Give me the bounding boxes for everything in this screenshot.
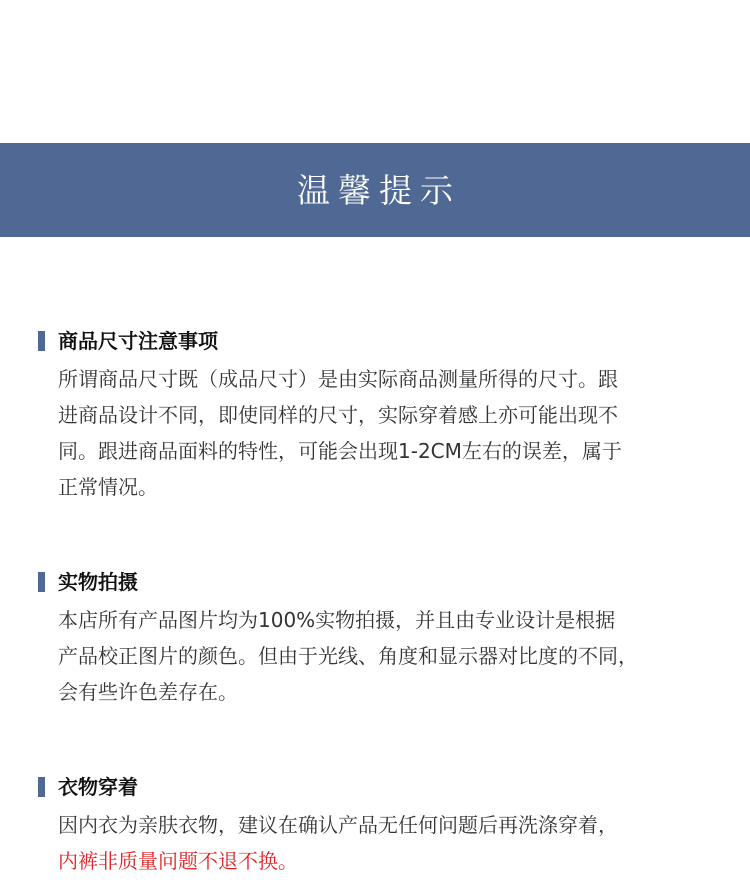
section-wearing [38, 773, 718, 879]
body-line: 同。跟进商品面料的特性，可能会出现1-2CM左右的误差，属于 [58, 439, 622, 463]
section-heading [38, 773, 718, 801]
body-line: 会有些许色差存在。 [58, 680, 238, 704]
section-real-photos [38, 568, 718, 710]
section-marker-bar [38, 331, 45, 351]
section-heading [38, 327, 718, 355]
section-title: 衣物穿着 [58, 775, 138, 799]
section-body [58, 807, 698, 879]
section-body [58, 361, 698, 505]
banner-title: 温馨提示 [297, 170, 461, 210]
header-banner [0, 143, 750, 237]
section-marker-bar [38, 572, 45, 592]
body-line: 进商品设计不同，即使同样的尺寸，实际穿着感上亦可能出现不 [58, 403, 618, 427]
section-title: 实物拍摄 [58, 570, 138, 594]
warning-line: 内裤非质量问题不退不换。 [58, 849, 298, 873]
body-line: 本店所有产品图片均为100%实物拍摄，并且由专业设计是根据 [58, 608, 616, 632]
body-line: 产品校正图片的颜色。但由于光线、角度和显示器对比度的不同， [58, 644, 638, 668]
section-body [58, 602, 698, 710]
section-title: 商品尺寸注意事项 [58, 329, 218, 353]
body-line: 正常情况。 [58, 475, 158, 499]
body-line: 所谓商品尺寸既（成品尺寸）是由实际商品测量所得的尺寸。跟 [58, 367, 618, 391]
body-line: 因内衣为亲肤衣物，建议在确认产品无任何问题后再洗涤穿着， [58, 813, 618, 837]
section-size-notes [38, 327, 718, 505]
section-heading [38, 568, 718, 596]
section-marker-bar [38, 777, 45, 797]
